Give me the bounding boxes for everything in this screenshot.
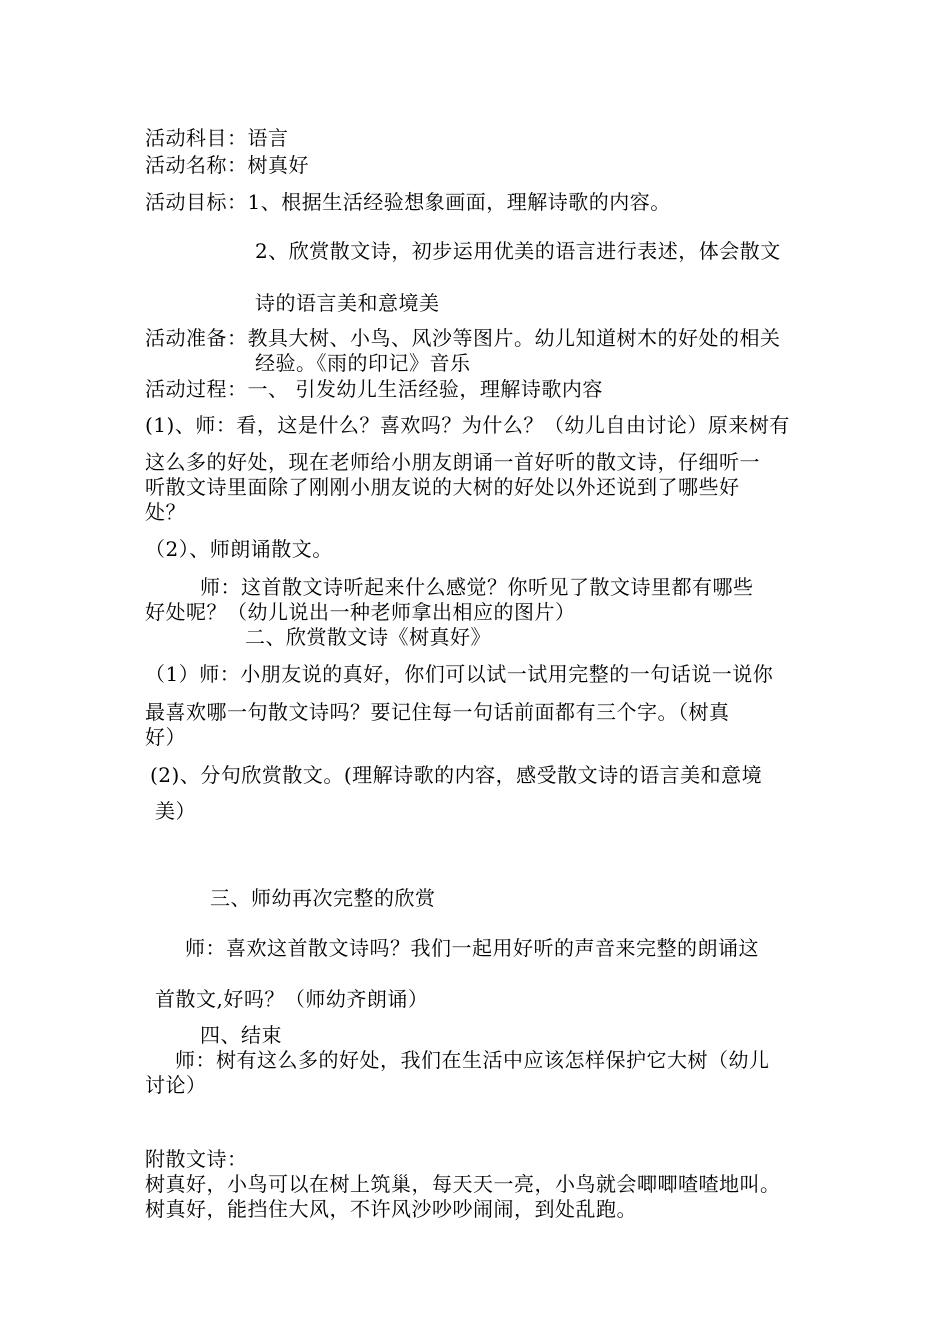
activity-goal-2-line1: 2、欣赏散文诗，初步运用优美的语言进行表述，体会散文 [255, 239, 781, 263]
process-section-2: 二、欣赏散文诗《树真好》 [245, 625, 491, 649]
process-p1-line1: (1)、师：看，这是什么？喜欢吗？为什么？（幼儿自由讨论）原来树有 [145, 413, 790, 437]
activity-name: 活动名称：树真好 [145, 153, 309, 177]
process-p7-line2: 讨论） [145, 1073, 207, 1097]
appendix-poem-line2: 树真好，能挡住大风，不许风沙吵吵闹闹，到处乱跑。 [145, 1197, 637, 1221]
activity-subject: 活动科目：语言 [145, 126, 289, 150]
process-p5-line2: 美） [155, 799, 196, 823]
activity-preparation-line1: 活动准备：教具大树、小鸟、风沙等图片。幼儿知道树木的好处的相关 [145, 326, 781, 350]
process-p6-line2: 首散文,好吗？（师幼齐朗诵） [155, 987, 429, 1011]
process-p6-line1: 师：喜欢这首散文诗吗？我们一起用好听的声音来完整的朗诵这 [185, 936, 759, 960]
process-p1-line4: 处？ [145, 500, 186, 524]
process-p3-line1: 师：这首散文诗听起来什么感觉？你听见了散文诗里都有哪些 [200, 575, 754, 599]
process-p1-line3: 听散文诗里面除了刚刚小朋友说的大树的好处以外还说到了哪些好 [145, 475, 740, 499]
activity-goal-1: 活动目标：1、根据生活经验想象画面，理解诗歌的内容。 [145, 190, 671, 214]
process-p7-line1: 师：树有这么多的好处，我们在生活中应该怎样保护它大树（幼儿 [175, 1048, 770, 1072]
activity-goal-2-line2: 诗的语言美和意境美 [255, 291, 440, 315]
appendix-poem-line1: 树真好，小鸟可以在树上筑巢，每天天一亮，小鸟就会唧唧喳喳地叫。 [145, 1172, 781, 1196]
process-p3-line2: 好处呢？（幼儿说出一种老师拿出相应的图片） [145, 600, 576, 624]
process-section-4: 四、结束 [200, 1023, 282, 1047]
process-p5-line1: (2)、分句欣赏散文。(理解诗歌的内容，感受散文诗的语言美和意境 [150, 763, 763, 787]
process-p1-line2: 这么多的好处，现在老师给小朋友朗诵一首好听的散文诗，仔细听一 [145, 450, 760, 474]
process-section-3: 三、师幼再次完整的欣赏 [210, 886, 436, 910]
activity-process-heading: 活动过程：一、 引发幼儿生活经验，理解诗歌内容 [145, 377, 603, 401]
process-p4-line2: 最喜欢哪一句散文诗吗？要记住每一句话前面都有三个字。（树真 [145, 700, 730, 724]
process-p4-line1: （1）师：小朋友说的真好，你们可以试一试用完整的一句话说一说你 [145, 662, 774, 686]
appendix-heading: 附散文诗： [145, 1147, 248, 1171]
process-p4-line3: 好） [145, 725, 186, 749]
process-p2: （2）、师朗诵散文。 [145, 537, 333, 561]
activity-preparation-line2: 经验。《雨的印记》音乐 [255, 351, 471, 375]
